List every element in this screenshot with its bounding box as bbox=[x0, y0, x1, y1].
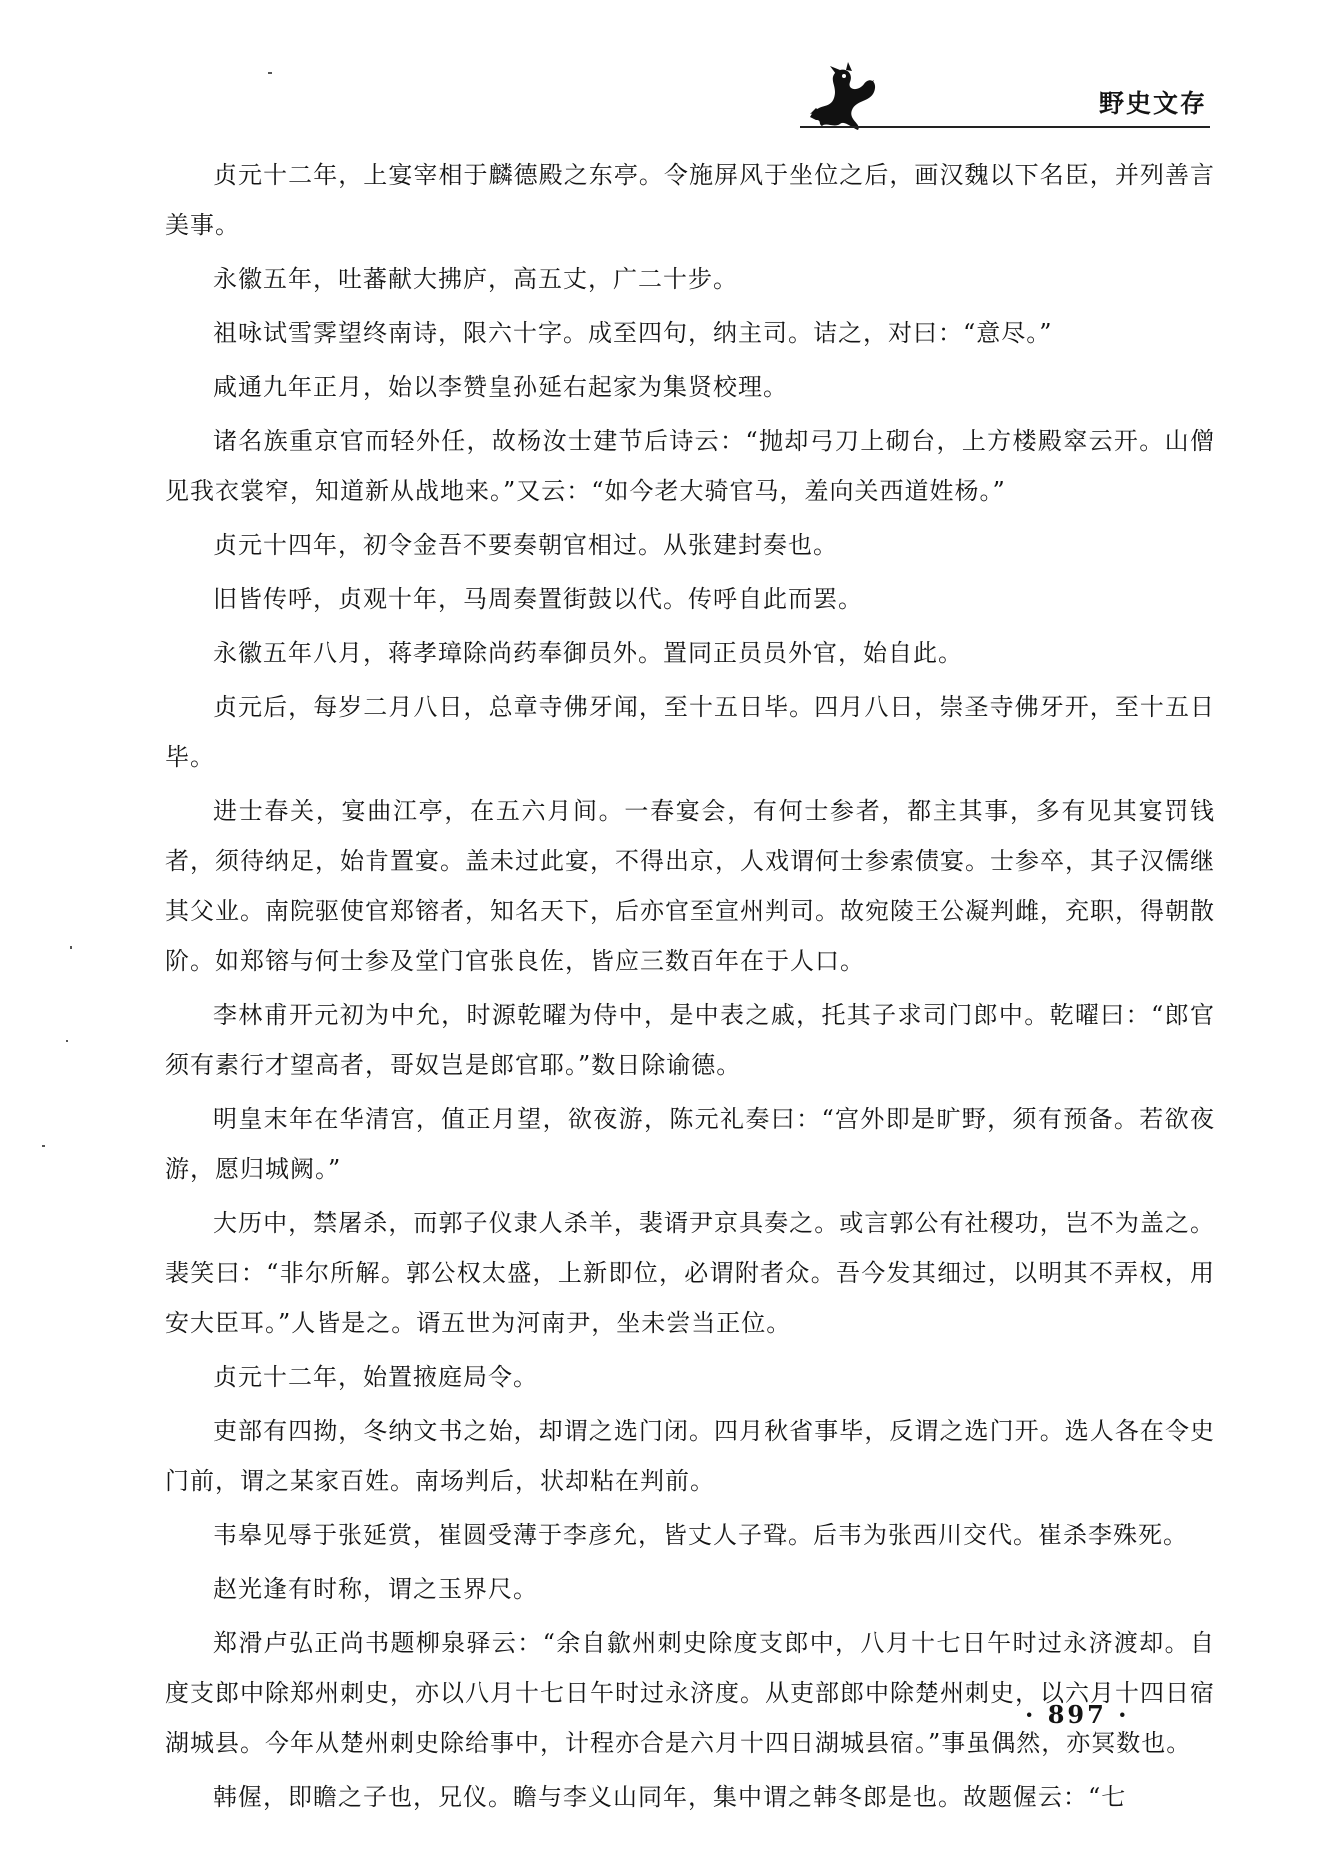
page-number: · 897 · bbox=[1025, 1700, 1130, 1729]
section-title: 野史文存 bbox=[1098, 89, 1207, 118]
paragraph: 韦皋见辱于张延赏，崔圆受薄于李彦允，皆丈人子聓。后韦为张西川交代。崔杀李殊死。 bbox=[213, 1521, 1188, 1549]
paragraph: 贞元十四年，初令金吾不要奏朝官相过。从张建封奏也。 bbox=[213, 531, 838, 559]
dragon-icon bbox=[800, 62, 882, 132]
paragraph: 贞元后，每岁二月八日，总章寺佛牙闻，至十五日毕。四月八日，崇圣寺佛牙开，至十五日毕。 bbox=[165, 693, 1215, 771]
paragraph: 进士春关，宴曲江亭，在五六月间。一春宴会，有何士参者，都主其事，多有见其宴罚钱者，须待纳足，始肯置宴。盖未过此宴，不得出京，人戏谓何士参索债宴。士参卒，其子汉儒继其父业。南院驱使官郑镕者，知名天下，后亦官至宣州判司。故宛陵王公凝判雌，充职，得朝散阶。如郑镕与何士参及堂门官张良佐，皆应三数百年在于人口。 bbox=[165, 797, 1215, 975]
paragraph: 郑滑卢弘正尚书题柳泉驿云：“余自歙州刺史除度支郎中，八月十七日午时过永济渡却。自度支郎中除郑州刺史，亦以八月十七日午时过永济度。从吏部郎中除楚州刺史，以六月十四日宿湖城县。今年从楚州刺史除给事中，计程亦合是六月十四日湖城县宿。”事虽偶然，亦冥数也。 bbox=[165, 1629, 1215, 1757]
header-rule bbox=[800, 126, 1210, 128]
paragraph: 诸名族重京官而轻外任，故杨汝士建节后诗云：“抛却弓刀上砌台，上方楼殿窣云开。山僧见我衣裳窄，知道新从战地来。”又云：“如今老大骑官马，羞向关西道姓杨。” bbox=[165, 427, 1215, 505]
paragraph: 永徽五年，吐蕃献大拂庐，高五丈，广二十步。 bbox=[213, 265, 738, 293]
paragraph: 祖咏试雪霁望终南诗，限六十字。成至四句，纳主司。诘之，对曰：“意尽。” bbox=[213, 319, 1053, 347]
scan-speck bbox=[42, 1145, 45, 1147]
paragraph: 咸通九年正月，始以李赞皇孙延右起家为集贤校理。 bbox=[213, 373, 788, 401]
paragraph: 李林甫开元初为中允，时源乾曜为侍中，是中表之戚，托其子求司门郎中。乾曜曰：“郎官须有素行才望高者，哥奴岂是郎官耶。”数日除谕德。 bbox=[165, 1001, 1215, 1079]
paragraph: 吏部有四拗，冬纳文书之始，却谓之选门闭。四月秋省事毕，反谓之选门开。选人各在令史门前，谓之某家百姓。南场判后，状却粘在判前。 bbox=[165, 1417, 1215, 1495]
scan-speck bbox=[70, 946, 72, 949]
paragraph: 明皇末年在华清宫，值正月望，欲夜游，陈元礼奏曰：“宫外即是旷野，须有预备。若欲夜游，愿归城阙。” bbox=[165, 1105, 1215, 1183]
page-header bbox=[0, 50, 1322, 140]
paragraph: 旧皆传呼，贞观十年，马周奏置街鼓以代。传呼自此而罢。 bbox=[213, 585, 863, 613]
paragraph: 赵光逢有时称，谓之玉界尺。 bbox=[213, 1575, 538, 1603]
paragraph: 贞元十二年，始置掖庭局令。 bbox=[213, 1363, 538, 1391]
paragraph: 大历中，禁屠杀，而郭子仪隶人杀羊，裴谞尹京具奏之。或言郭公有社稷功，岂不为盖之。裴笑曰：“非尔所解。郭公权太盛，上新即位，必谓附者众。吾今发其细过，以明其不弄权，用安大臣耳。”人皆是之。谞五世为河南尹，坐未尝当正位。 bbox=[165, 1209, 1215, 1337]
paragraph: 永徽五年八月，蒋孝璋除尚药奉御员外。置同正员员外官，始自此。 bbox=[213, 639, 963, 667]
scan-speck bbox=[66, 1040, 68, 1042]
scan-speck bbox=[268, 72, 272, 74]
article-body bbox=[165, 150, 1215, 1826]
paragraph: 贞元十二年，上宴宰相于麟德殿之东亭。令施屏风于坐位之后，画汉魏以下名臣，并列善言美事。 bbox=[165, 161, 1215, 239]
paragraph: 韩偓，即瞻之子也，兄仪。瞻与李义山同年，集中谓之韩冬郎是也。故题偓云：“七 bbox=[213, 1783, 1127, 1811]
